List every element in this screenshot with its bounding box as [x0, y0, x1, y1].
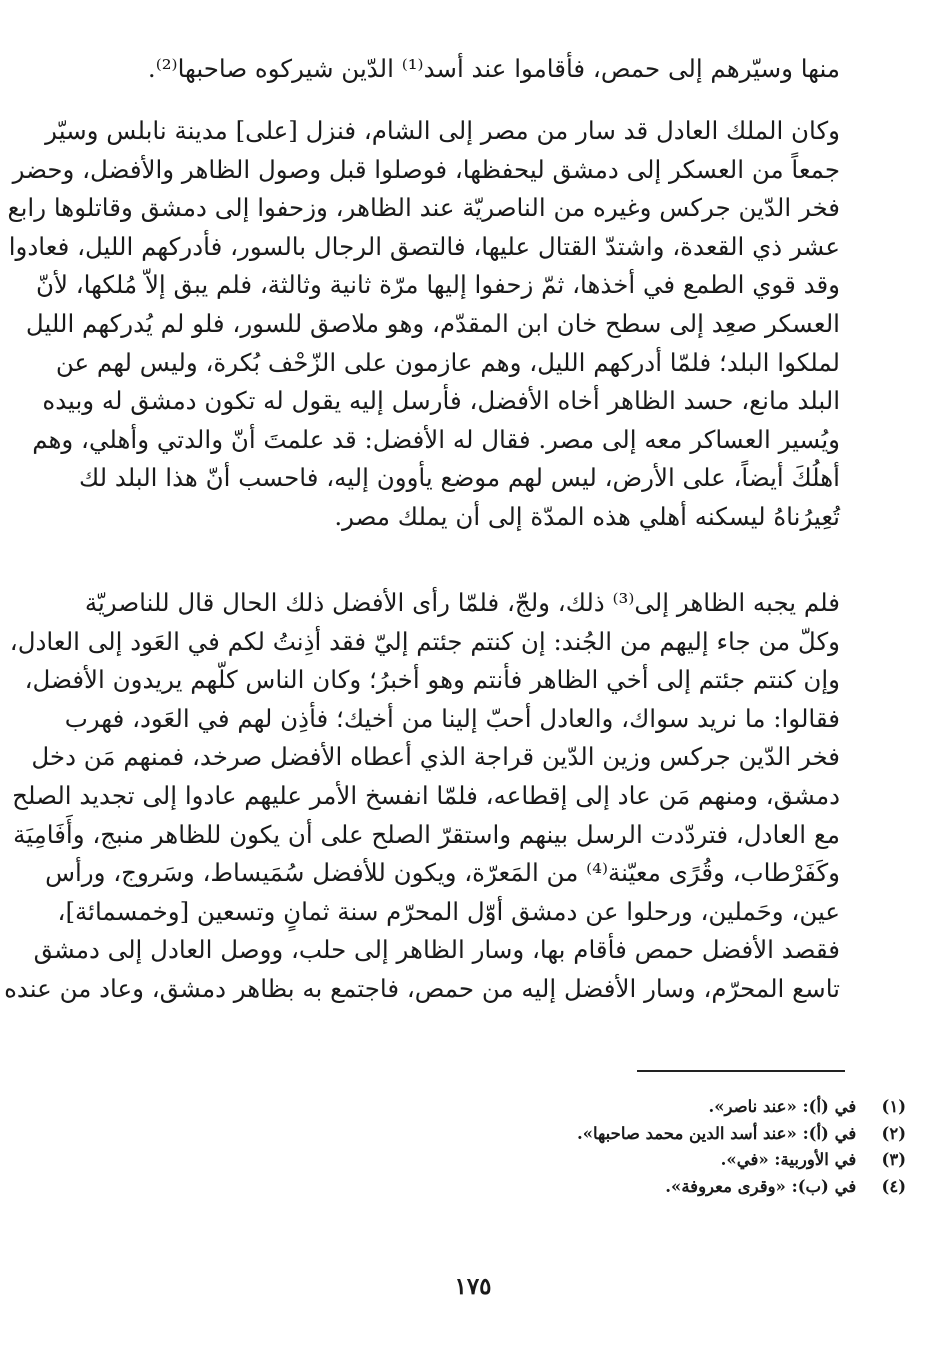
text-line: تاسع المحرّم، وسار الأفضل إليه من حمص، فاجتمع به بظاهر دمشق، وعاد من عنده: [4, 973, 840, 1003]
footnote-3: [346, 1147, 906, 1174]
paragraph-2: [7, 112, 840, 537]
footnote-number: (٤): [881, 1176, 906, 1196]
paragraph-1: [105, 50, 840, 89]
text-line: مع العادل، فتردّدت الرسل بينهم واستقرّ الصلح على أن يكون للظاهر منبج، وأَفَامِيَة: [13, 819, 840, 849]
text-line: عشر ذي القعدة، واشتدّ القتال عليها، فالتصق الرجال بالسور، فأدركهم الليل، فعادوا: [8, 231, 840, 261]
footnote-2: [346, 1121, 906, 1148]
footnote-4: [346, 1174, 906, 1201]
text-line: فلم يجبه الظاهر إلى⁽³⁾ ذلك، ولجّ، فلمّا رأى الأفضل ذلك الحال قال للناصريّة: [84, 588, 840, 617]
text-line: عين، وحَملين، ورحلوا عن دمشق أوّل المحرّم سنة ثمانٍ وتسعين [وخمسمائة]،: [57, 896, 840, 926]
footnote-text: في (أ): «عند أسد الدين محمد صاحبها».: [576, 1123, 857, 1143]
footnote-text: في (ب): «وقرى معروفة».: [665, 1176, 857, 1196]
footnotes: [346, 1094, 906, 1200]
text-line: دمشق، ومنهم مَن عاد إلى إقطاعه، فلمّا انفسخ الأمر عليهم عادوا إلى تجديد الصلح: [12, 780, 840, 810]
text-line: وقد قوي الطمع في أخذها، ثمّ زحفوا إليها مرّة ثانية وثالثة، فلم يبق إلاّ مُلكها، لأنّ: [35, 270, 840, 300]
text-line: البلد مانع، حسد الظاهر أخاه الأفضل، فأرسل إليه يقول له تكون دمشق له وبيده: [42, 386, 840, 416]
footnote-text: في الأوربية: «في».: [720, 1150, 857, 1169]
text-line: جمعاً من العسكر إلى دمشق ليحفظها، فوصلوا قبل وصول الظاهر والأفضل، وحضر: [12, 154, 840, 184]
text-line: أهلُكَ أيضاً، على الأرض، ليس لهم موضع يأوون إليه، فاحسب أنّ هذا البلد لك: [78, 463, 840, 493]
text-line: وكان الملك العادل قد سار من مصر إلى الشام، فنزل [على] مدينة نابلس وسيّر: [45, 116, 840, 145]
text-line: وإن كنتم جئتم إلى أخي الظاهر فأنتم وهو أخبرُ؛ وكان الناس كلّهم يريدون الأفضل،: [24, 665, 840, 695]
paragraph-3: [4, 584, 840, 1009]
text-line: العسكر صعِد إلى سطح خان ابن المقدّم، وهو ملاصق للسور، فلو لم يُدركهم الليل: [25, 308, 840, 338]
footnote-number: (١): [881, 1097, 906, 1116]
text-line: وكَفَرْطاب، وقُرًى معيّنة⁽⁴⁾ من المَعرّة، ويكون للأفضل سُمَيساط، وسَروج، ورأس: [45, 858, 840, 888]
text-line: فقصد الأفضل حمص فأقام بها، وسار الظاهر إلى حلب، ووصل العادل إلى دمشق: [33, 935, 840, 965]
page-number: ١٧٥: [454, 1273, 492, 1300]
footnote-number: (٢): [881, 1123, 906, 1143]
text-line: فقالوا: ما نريد سواك، والعادل أحبّ إلينا من أخيك؛ فأذِن لهم في العَود، فهرب: [64, 703, 840, 733]
footnote-separator: [637, 1070, 845, 1072]
text-line: تُعِيرُناهُ ليسكنه أهلي هذه المدّة إلى أن يملك مصر.: [334, 501, 840, 531]
text-line: فخر الدّين جركس وزين الدّين قراجة الذي أعطاه الأفضل صرخد، فمنهم مَن دخل: [31, 742, 840, 772]
footnote-number: (٣): [881, 1150, 906, 1169]
text-line: وكلّ من جاء إليهم من الجُند: إن كنتم جئتم إليّ فقد أذِنتُ لكم في العَود إلى العادل،: [9, 626, 840, 656]
footnote-text: في (أ): «عند ناصر».: [708, 1097, 857, 1116]
text-line: فخر الدّين جركس وغيره من الناصريّة عند الظاهر، وزحفوا إلى دمشق وقاتلوها رابع: [7, 193, 840, 223]
text-line: منها وسيّرهم إلى حمص، فأقاموا عند أسد⁽¹⁾ الدّين شيركوه صاحبها⁽²⁾.: [147, 54, 840, 83]
text-line: ويُسير العساكر معه إلى مصر. فقال له الأفضل: قد علمتَ أنّ والدتي وأهلي، وهم: [32, 424, 840, 454]
footnote-1: [346, 1094, 906, 1121]
text-line: لملكوا البلد؛ فلمّا أدركهم الليل، وهم عازمون على الزّحْف بُكرة، وليس لهم عن: [55, 347, 840, 377]
